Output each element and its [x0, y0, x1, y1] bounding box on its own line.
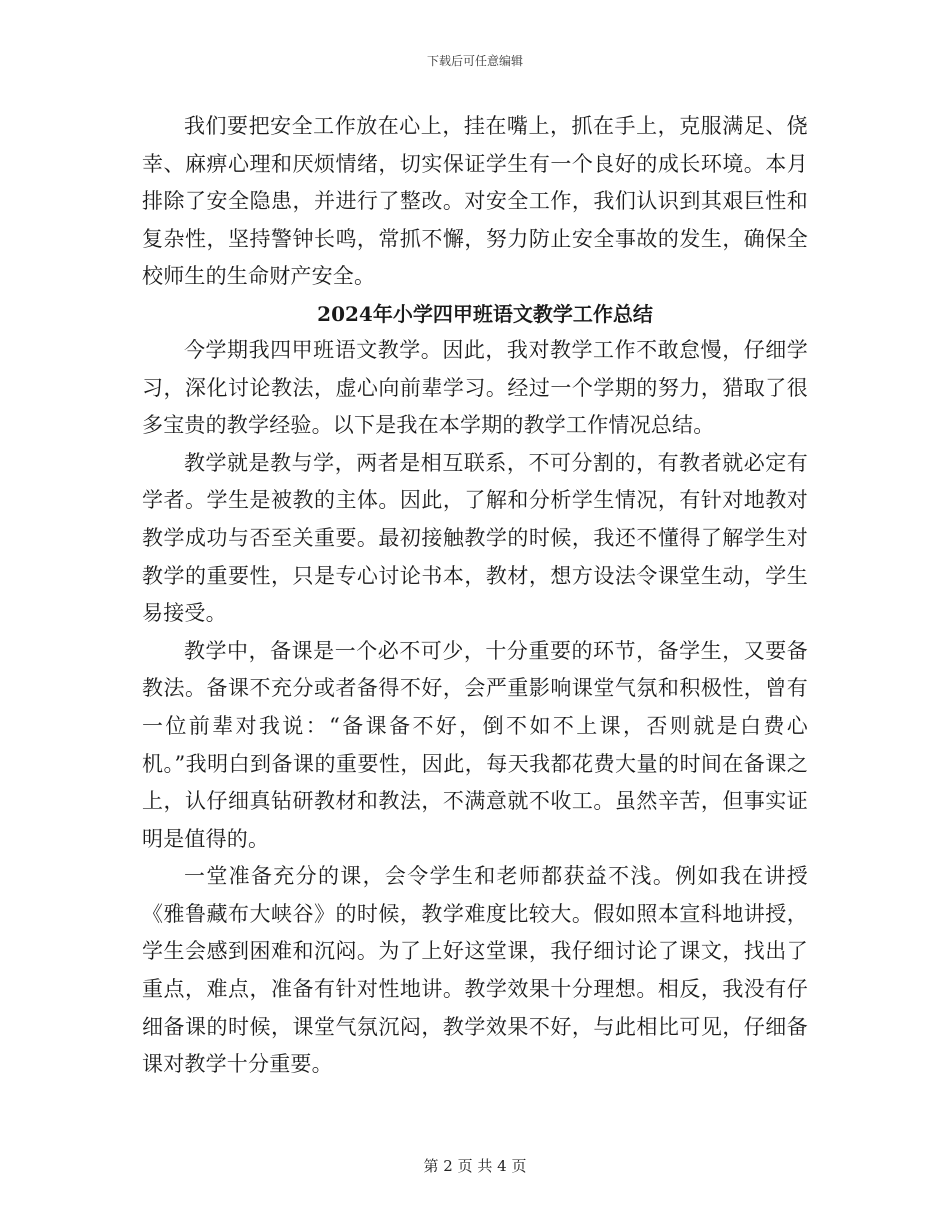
body-paragraph-2: 教学就是教与学，两者是相互联系，不可分割的，有教者就必定有学者。学生是被教的主体。因此，了解和分析学生情况，有针对地教对教学成功与否至关重要。最初接触教学的时候，我还不懂得了解学生对教学的重要性，只是专心讨论书本，教材，想方设法令课堂生动，学生易接受。	[142, 450, 808, 626]
page-number-footer: 第 2 页 共 4 页	[423, 1157, 527, 1175]
page-header-note: 下载后可任意编辑	[426, 54, 523, 68]
body-paragraph-4: 一堂准备充分的课，会令学生和老师都获益不浅。例如我在讲授《雅鲁藏布大峡谷》的时候，教学难度比较大。假如照本宣科地讲授，学生会感到困难和沉闷。为了上好这堂课，我仔细讨论了课文，找出了重点，难点，准备有针对性地讲。教学效果十分理想。相反，我没有仔细备课的时候，课堂气氛沉闷，教学效果不好，与此相比可见，仔细备课对教学十分重要。	[142, 864, 808, 1077]
body-paragraph-3: 教学中，备课是一个必不可少，十分重要的环节，备学生，又要备教法。备课不充分或者备得不好，会严重影响课堂气氛和积极性，曾有一位前辈对我说：“备课备不好，倒不如不上课，否则就是白费心机。”我明白到备课的重要性，因此，每天我都花费大量的时间在备课之上，认仔细真钻研教材和教法，不满意就不收工。虽然辛苦，但事实证明是值得的。	[142, 638, 808, 851]
body-paragraph-1: 今学期我四甲班语文教学。因此，我对教学工作不敢怠慢，仔细学习，深化讨论教法，虚心向前辈学习。经过一个学期的努力，猎取了很多宝贵的教学经验。以下是我在本学期的教学工作情况总结。	[142, 337, 808, 438]
document-body	[142, 108, 808, 1084]
intro-paragraph: 我们要把安全工作放在心上，挂在嘴上，抓在手上，克服满足、侥幸、麻痹心理和厌烦情绪，切实保证学生有一个良好的成长环境。本月排除了安全隐患，并进行了整改。对安全工作，我们认识到其艰巨性和复杂性，坚持警钟长鸣，常抓不懈，努力防止安全事故的发生，确保全校师生的生命财产安全。	[142, 114, 808, 289]
section-title: 2024年小学四甲班语文教学工作总结	[317, 301, 653, 326]
